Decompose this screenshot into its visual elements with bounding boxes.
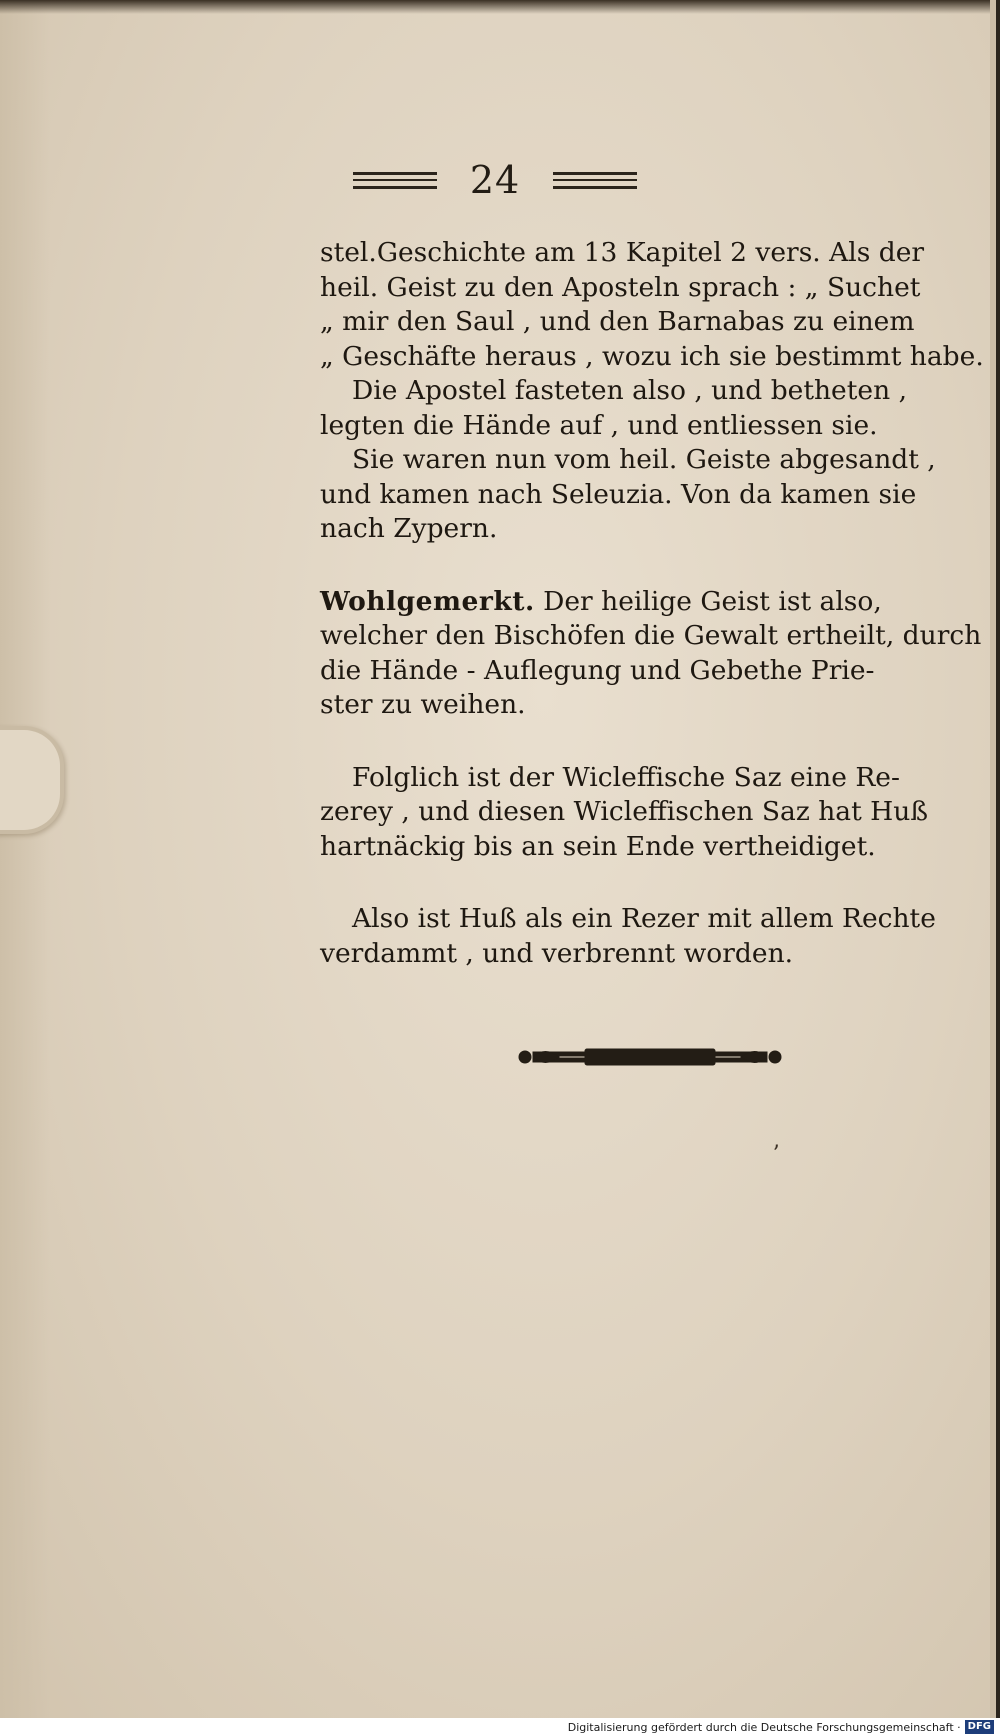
paragraph-4 xyxy=(320,902,946,971)
credit-text: Digitalisierung gefördert durch die Deutsche Forschungsgemeinschaft · xyxy=(567,1720,961,1734)
text-fragment: Der heilige Geist ist also, xyxy=(534,585,882,617)
paragraph-2 xyxy=(320,585,982,723)
end-ornament xyxy=(515,1044,785,1070)
text-line: Folglich ist der Wicleffische Saz eine Re- xyxy=(352,761,900,793)
binding-tab xyxy=(0,726,64,834)
page-top-shadow xyxy=(0,0,990,14)
digitization-credit xyxy=(0,1718,1000,1736)
stray-ink-mark: ʼ xyxy=(772,1142,779,1167)
text-line: Also ist Huß als ein Rezer mit allem Rechte xyxy=(352,903,936,934)
page-number: 24 xyxy=(469,158,521,202)
text-line: legten die Hände auf , und entliessen sie. xyxy=(320,409,878,441)
text-line: und kamen nach Seleuzia. Von da kamen sie xyxy=(320,478,917,510)
dfg-logo: DFG xyxy=(965,1720,994,1734)
text-line: „ mir den Saul , und den Barnabas zu einem xyxy=(320,306,915,337)
text-line: nach Zypern. xyxy=(320,513,498,544)
text-line: ster zu weihen. xyxy=(320,689,526,720)
text-line: welcher den Bischöfen die Gewalt ertheilt, durch xyxy=(320,620,982,651)
text-line xyxy=(320,585,946,620)
paragraph-1 xyxy=(320,236,984,547)
text-line: „ Geschäfte heraus , wozu ich sie bestimmt habe. xyxy=(320,340,984,372)
body-text xyxy=(320,236,984,971)
text-line: zerey , und diesen Wicleffischen Saz hat Huß xyxy=(320,796,929,827)
emphasis-word: Wohlgemerkt. xyxy=(320,585,535,617)
text-line: heil. Geist zu den Aposteln sprach : „ Suchet xyxy=(320,271,921,303)
page-header xyxy=(0,158,990,202)
text-line: Sie waren nun vom heil. Geiste abgesandt , xyxy=(352,444,936,475)
paragraph-3 xyxy=(320,761,946,865)
header-rule-right xyxy=(553,172,637,189)
text-line: die Hände - Auflegung und Gebethe Prie- xyxy=(320,654,875,686)
header-rule-left xyxy=(353,172,437,189)
text-line: Die Apostel fasteten also , und betheten , xyxy=(352,375,907,406)
text-line: hartnäckig bis an sein Ende vertheidiget. xyxy=(320,830,876,862)
text-line: stel.Geschichte am 13 Kapitel 2 vers. Als der xyxy=(320,237,925,268)
text-line: verdammt , und verbrennt worden. xyxy=(320,937,794,969)
